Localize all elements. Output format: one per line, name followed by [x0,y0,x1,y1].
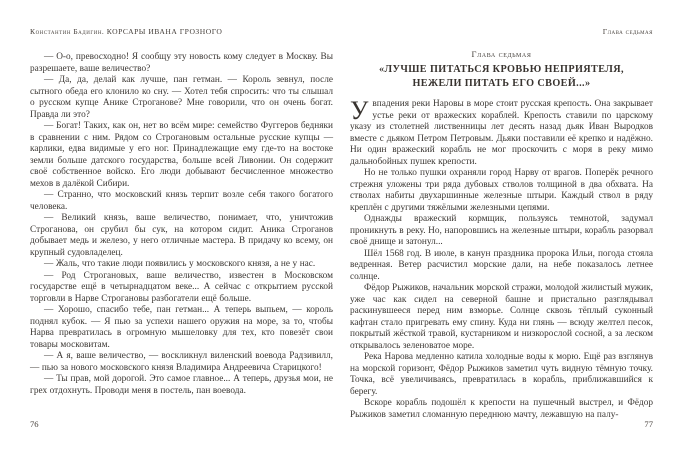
paragraph-text: впадения реки Наровы в море стоит русская крепость. Она закрывает устье реки от вражеских кораблей. Крепость ставили по царскому указу из столетней лиственницы лет десять назад дьяк Иван Выродков вместе с дьяком Петром Петровым. Дьяки поставили её крепко и надёжно. Ни один вражеский корабль не мог проскочить с моря в реку мимо дальнобойных пушек крепости. [350,99,653,167]
chapter-title-line1: «ЛУЧШЕ ПИТАТЬСЯ КРОВЬЮ НЕПРИЯТЕЛЯ, [378,64,625,75]
paragraph: Но не только пушки охраняли город Нарву от врагов. Поперёк речного стрежня уложены три ряда дубовых стволов толщиной в два обхвата. На стволах набиты двухаршинные железные штыри. Каждый ствол в ряду креплён с другими тяжёлыми железными цепями. [350,168,653,213]
paragraph: Вскоре корабль подошёл к крепости на пушечный выстрел, и Фёдор Рыжиков заметил сломанную переднюю мачту, лежавшую на палу- [350,398,653,420]
paragraph: — Ты прав, мой дорогой. Это самое главное... А теперь, друзья мои, не грех отдохнуть. Проводи меня в постель, пан воевода. [30,374,333,396]
paragraph: — А я, ваше величество, — воскликнул виленский воевода Радзивилл, — пью за нового московского князя Владимира Андреевича Старицкого! [30,351,333,373]
chapter-title-line2: НЕЖЕЛИ ПИТАТЬ ЕГО СВОЕЙ...» [412,78,591,89]
paragraph: Шёл 1568 год. В июле, в канун праздника пророка Ильи, погода стояла ведренная. Ветер расчистил морские дали, на небе показалось летнее солнце. [350,248,653,282]
paragraph: Однажды вражеский кормщик, пользуясь темнотой, задумал проникнуть в реку. Но, напоровшись на железные штыри, корабль разорвал своё днище и затонул... [350,214,653,247]
paragraph: — Жаль, что такие люди появились у московского князя, а не у нас. [44,259,316,269]
running-header-right: Глава седьмая [602,27,653,36]
paragraph: Река Нарова медленно катила холодные воды к морю. Ещё раз взглянув на морской горизонт, Фёдор Рыжиков заметил чуть видную тёмную точку. Точка, всё увеличиваясь, превратилась в корабль, приближавшийся к берегу. [350,352,653,397]
running-header-left: Константин Бадигин. КОРСАРЫ ИВАНА ГРОЗНОГО [30,27,223,36]
paragraph: — Великий князь, ваше величество, понимает, что, уничтожив Строганова, он срубил бы сук, на котором сидит. Аника Строганов добывает медь и железо, у него отличные мастера. В придачу ко всему, он крупный судовладелец. [30,213,333,258]
paragraph-with-dropcap [350,96,653,168]
paragraph: Фёдор Рыжиков, начальник морской стражи, молодой жилистый мужик, уже час как сидел на северной башне и пристально разглядывал раскинувшееся перед ним взморье. Солнце сквозь тёплый суконный кафтан стало пригревать ему спину. Куда ни глянь — всюду желтел песок, покрытый жёсткой травой, кустарником и низкорослой сосной, а за леском открывалось зеленоватое море. [350,283,653,351]
paragraph: — О-о, превосходно! Я сообщу эту новость кому следует в Москву. Вы разрешаете, ваше величество? [30,52,333,74]
paragraph: — Да, да, делай как лучше, пан гетман. — Король зевнул, после сытного обеда его клонило ко сну. — Хотел тебя спросить: что ты слышал о русском купце Анике Строганове? Мне говорили, что он очень богат. Правда ли это? [30,75,333,120]
page-number-right: 77 [644,419,653,429]
left-page [30,27,333,397]
paragraph: — Богат! Таких, как он, нет во всём мире: семейство Фуггеров бедняки в сравнении с ним. Рядом со Строгановым остальные русские купцы — карлики, едва видимые у его ног. Принадлежащие ему где-то на востоке земли больше датского государства, больше всей Ливонии. Он содержит своё собственное войско. Его люди добывают бесчисленное множество мехов в далёкой Сибири. [30,121,333,189]
paragraph: — Род Строгановых, ваше величество, известен в Московском государстве ещё в четырнадцатом веке... А сейчас с открытием русской торговли в Нарве Строгановы разбогатели ещё больше. [30,270,333,304]
paragraph: — Странно, что московский князь терпит возле себя такого богатого человека. [30,190,333,212]
chapter-title [350,63,653,91]
right-page-body [350,96,653,421]
paragraph: — Хорошо, спасибо тебе, пан гетман... А теперь выпьем, — король поднял кубок. — Я пью за успехи нашего оружия на море, за то, чтобы Нарва превратилась в огромную мышеловку для тех, кто повезёт свои товары московитам. [30,305,333,350]
page-number-left: 76 [30,419,39,429]
left-page-body [30,52,333,397]
right-page [350,27,653,421]
chapter-label: Глава седьмая [471,49,532,59]
dropcap-letter: У [350,96,369,125]
